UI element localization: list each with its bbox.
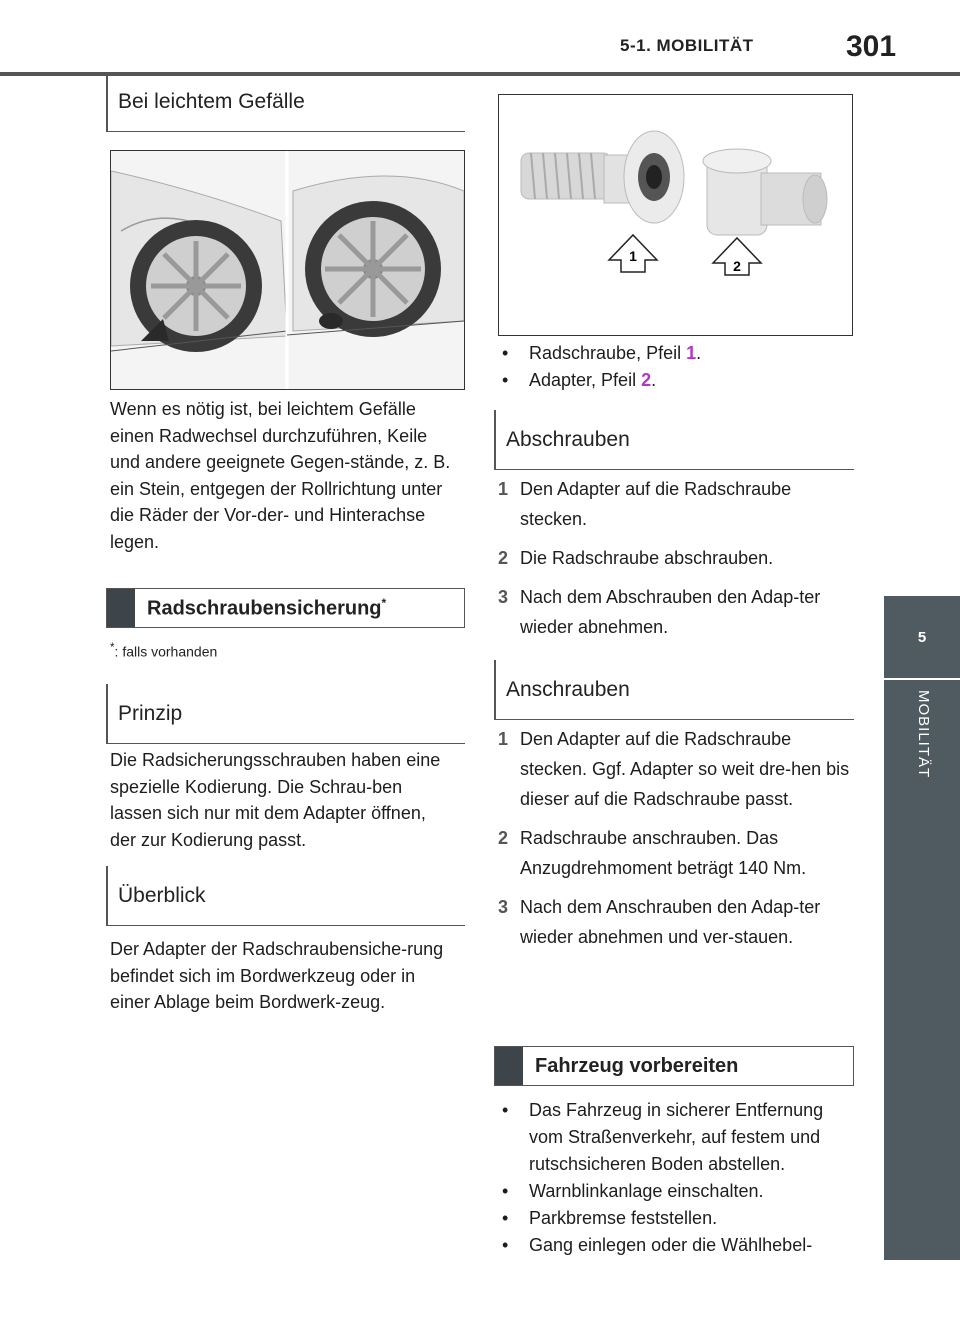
list-item: • Warnblinkanlage einschalten. xyxy=(502,1181,764,1201)
heading-prinzip xyxy=(106,684,465,744)
wheel-chock-illustration xyxy=(110,150,465,390)
heading-ueberblick xyxy=(106,866,465,926)
arrow-label-2: 2 xyxy=(733,258,741,274)
running-header-section: 5-1. MOBILITÄT xyxy=(620,36,754,55)
step-item: 3 Nach dem Anschrauben den Adap-ter wieder abnehmen und ver-stauen. xyxy=(498,897,821,947)
heading-text: Überblick xyxy=(118,883,206,907)
car-on-slope-image xyxy=(111,151,464,389)
bolt-and-adapter-image xyxy=(499,95,852,335)
chapter-tab-label: MOBILITÄT xyxy=(915,690,932,779)
heading-marker xyxy=(107,589,135,627)
step-item: 3 Nach dem Abschrauben den Adap-ter wieder abnehmen. xyxy=(498,587,821,637)
list-item: • Das Fahrzeug in sicherer Entfernung vom Straßenverkehr, auf festem und rutschsicheren Boden abstellen. xyxy=(502,1100,824,1174)
footnote: *: falls vorhanden xyxy=(110,641,218,660)
heading-marker xyxy=(495,1047,523,1085)
heading-text: Radschraubensicherung* xyxy=(147,595,387,620)
steps-abschrauben xyxy=(498,474,850,651)
heading-text: Prinzip xyxy=(118,701,183,725)
step-item: 1 Den Adapter auf die Radschraube stecken. xyxy=(498,479,792,529)
paragraph-gefaelle: Wenn es nötig ist, bei leichtem Gefälle einen Radwechsel durchzuführen, Keile und andere geeignete Gegen-stände, z. B. ein Stein, entgegen der Rollrichtung unter die Räder der Vor-der- und Hinterachse legen. xyxy=(110,399,451,552)
legend-list xyxy=(498,340,848,394)
page-number: 301 xyxy=(846,30,897,63)
list-item: • Gang einlegen oder die Wählhebel- xyxy=(502,1235,813,1255)
list-item: • Parkbremse feststellen. xyxy=(502,1208,718,1228)
heading-text: Bei leichtem Gefälle xyxy=(118,89,305,113)
heading-bei-leichtem-gefaelle xyxy=(106,72,465,132)
step-item: 2 Radschraube anschrauben. Das Anzugdrehmoment beträgt 140 Nm. xyxy=(498,828,807,878)
list-item: • Adapter, Pfeil 2. xyxy=(502,370,657,390)
prep-list xyxy=(498,1097,850,1259)
arrow-label-1: 1 xyxy=(629,248,637,264)
heading-fahrzeug-vorbereiten xyxy=(494,1046,854,1086)
heading-abschrauben xyxy=(494,410,854,470)
paragraph-prinzip: Die Radsicherungsschrauben haben eine spezielle Kodierung. Die Schrau-ben lassen sich nur mit dem Adapter öffnen, der zur Kodierung passt. xyxy=(110,750,441,850)
heading-text: Abschrauben xyxy=(506,427,630,451)
heading-text: Fahrzeug vorbereiten xyxy=(535,1054,739,1077)
paragraph-ueberblick: Der Adapter der Radschraubensiche-rung befindet sich im Bordwerkzeug oder in einer Ablage beim Bordwerk-zeug. xyxy=(110,939,444,1012)
step-item: 1 Den Adapter auf die Radschraube stecken. Ggf. Adapter so weit dre-hen bis dieser auf die Radschraube passt. xyxy=(498,729,850,809)
heading-radschraubensicherung xyxy=(106,588,465,628)
wheel-bolt-adapter-illustration xyxy=(498,94,853,336)
chapter-tab-number: 5 xyxy=(884,596,960,678)
heading-text: Anschrauben xyxy=(506,677,630,701)
list-item: • Radschraube, Pfeil 1. xyxy=(502,343,702,363)
steps-anschrauben xyxy=(498,724,850,961)
step-item: 2 Die Radschraube abschrauben. xyxy=(498,548,774,568)
heading-anschrauben xyxy=(494,660,854,720)
